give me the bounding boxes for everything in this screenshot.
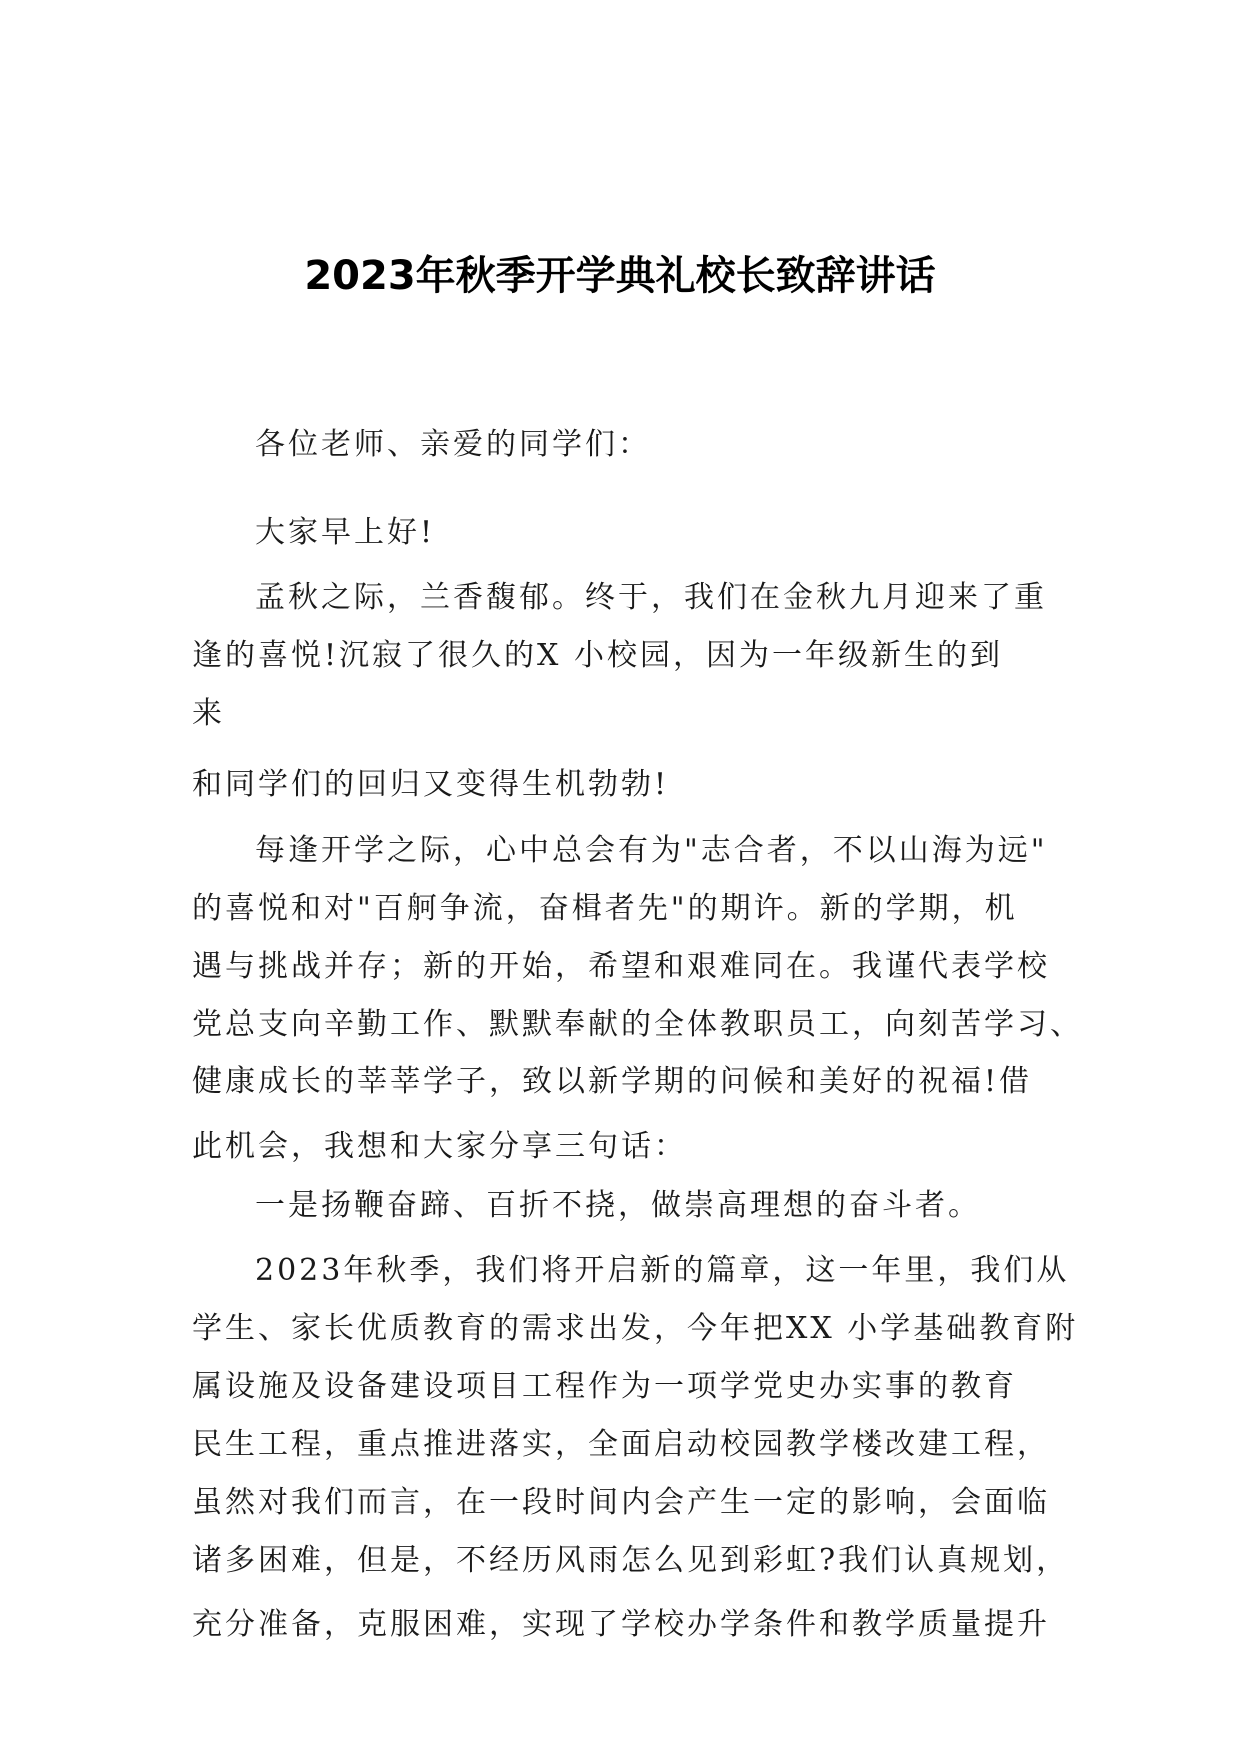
- paragraph-line: 属设施及设备建设项目工程作为一项学党史办实事的教育: [192, 1369, 1017, 1404]
- paragraph-line: 孟秋之际，兰香馥郁。终于，我们在金秋九月迎来了重: [255, 580, 1047, 615]
- paragraph-line: 此机会，我想和大家分享三句话：: [192, 1129, 687, 1164]
- paragraph-line: 逢的喜悦!沉寂了很久的X 小校园，因为一年级新生的到: [192, 638, 1003, 673]
- salutation: 各位老师、亲爱的同学们：: [255, 427, 651, 462]
- greeting: 大家早上好!: [255, 515, 436, 550]
- paragraph-line: 每逢开学之际，心中总会有为"志合者，不以山海为远": [255, 833, 1048, 868]
- paragraph-line: 学生、家长优质教育的需求出发，今年把XX 小学基础教育附: [192, 1311, 1079, 1346]
- paragraph-line: 诸多困难，但是，不经历风雨怎么见到彩虹?我们认真规划，: [192, 1543, 1070, 1578]
- paragraph-line: 的喜悦和对"百舸争流，奋楫者先"的期许。新的学期，机: [192, 891, 1018, 926]
- paragraph-line: 充分准备，克服困难，实现了学校办学条件和教学质量提升: [192, 1607, 1050, 1642]
- document-title: 2023年秋季开学典礼校长致辞讲话: [304, 253, 936, 299]
- paragraph-line: 民生工程，重点推进落实，全面启动校园教学楼改建工程，: [192, 1427, 1050, 1462]
- section-heading: 一是扬鞭奋蹄、百折不挠，做崇高理想的奋斗者。: [255, 1188, 981, 1223]
- paragraph-line: 党总支向辛勤工作、默默奉献的全体教职员工，向刻苦学习、: [192, 1007, 1083, 1042]
- paragraph-line: 来: [192, 696, 225, 731]
- paragraph-line: 和同学们的回归又变得生机勃勃!: [192, 767, 670, 802]
- paragraph-line: 遇与挑战并存；新的开始，希望和艰难同在。我谨代表学校: [192, 949, 1050, 984]
- paragraph-line: 虽然对我们而言，在一段时间内会产生一定的影响，会面临: [192, 1485, 1050, 1520]
- paragraph-line: 2023年秋季，我们将开启新的篇章，这一年里，我们从: [255, 1253, 1070, 1288]
- paragraph-line: 健康成长的莘莘学子，致以新学期的问候和美好的祝福!借: [192, 1064, 1033, 1099]
